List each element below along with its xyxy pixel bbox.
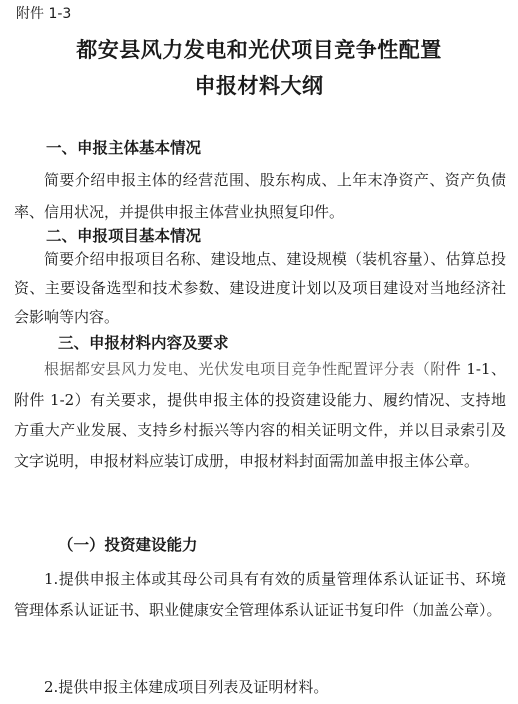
document-title-line2: 申报材料大纲 (194, 73, 324, 98)
section-heading-basic-info: 一、申报主体基本情况 (46, 139, 202, 157)
section-heading-materials: 三、申报材料内容及要求 (58, 334, 229, 352)
list-item: 1.提供申报主体或其母公司具有有效的质量管理体系认证证书、环境管理体系认证证书、职业健康安全管理体系认证证书复印件（加盖公章）。 (14, 570, 506, 619)
section-body-materials (14, 354, 506, 476)
list-item: 2.提供申报主体建成项目列表及证明材料。 (44, 678, 329, 696)
section-body-project-info: 简要介绍申报项目名称、建设地点、建设规模（装机容量）、估算总投资、主要设备选型和技术参数、建设进度计划以及项目建设对当地经济社会影响等内容。 (14, 250, 506, 326)
document-title-line1: 都安县风力发电和光伏项目竞争性配置 (76, 37, 442, 62)
section-body-materials-rest: 件 1-1、附件 1-2）有关要求，提供申报主体的投资建设能力、履约情况、支持地方重大产业发展、支持乡村振兴等内容的相关证明文件，并以目录索引及文字说明，申报材料应装订成册，申报材料封面需加盖申报主体公章。 (14, 360, 506, 470)
attachment-label: 附件 1-3 (16, 6, 72, 22)
section-body-materials-lead: 根据都安县风力发电、光伏发电项目竞争性配置评分表（附 (44, 360, 446, 378)
subsection-heading-investment: （一）投资建设能力 (58, 536, 198, 554)
section-body-basic-info: 简要介绍申报主体的经营范围、股东构成、上年末净资产、资产负债率、信用状况，并提供申报主体营业执照复印件。 (14, 171, 506, 221)
section-heading-project-info: 二、申报项目基本情况 (46, 227, 202, 245)
